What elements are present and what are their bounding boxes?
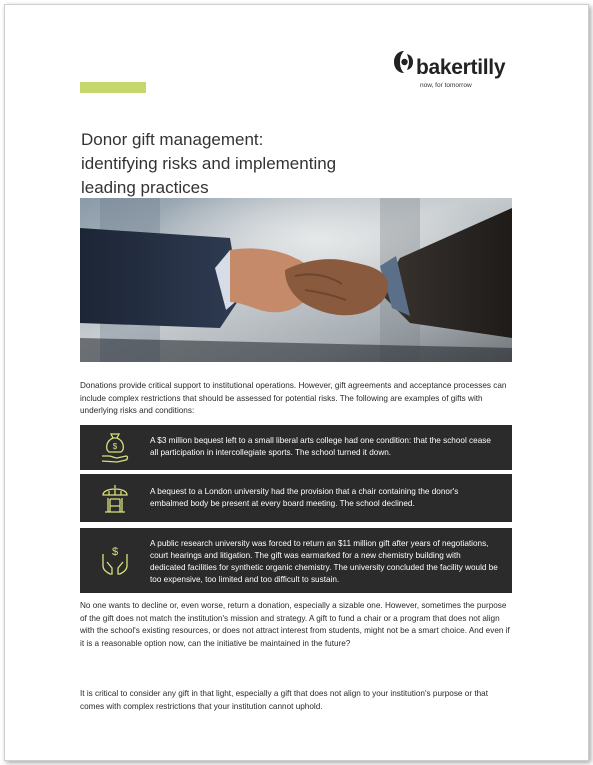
callout-box [80, 425, 512, 470]
intro-paragraph: Donations provide critical support to institutional operations. However, gift agreements and acceptance processes can include complex restrictions that should be assessed for potential risks. The following are examples of gifts with underlying risks and conditions: [80, 381, 507, 415]
dollar-hands-icon [100, 544, 130, 576]
bakertilly-logo-icon [393, 49, 415, 75]
callout-text: A $3 million bequest left to a small liberal arts college had one condition: that the school cease all participation in intercollegiate sports. The school turned it down. [150, 436, 491, 457]
title-line: leading practices [81, 178, 209, 197]
logo-tagline: now, for tomorrow [420, 82, 472, 89]
dome-chair-icon [100, 481, 130, 515]
page-title [81, 128, 411, 200]
logo-wordmark: bakertilly [416, 56, 506, 79]
body-paragraph: No one wants to decline or, even worse, return a donation, especially a sizable one. However, sometimes the purpose of the gift does not match the institution's mission and strategy. A gift to fund a chair or a program that does not align with the school's existing resources, or does not attract interest from students, might not be a smart choice. And even if it is a reasonable option now, can the initiative be maintained in the future? [80, 601, 510, 648]
bakertilly-logo [393, 49, 523, 99]
body-paragraph: It is critical to consider any gift in that light, especially a gift that does not align to your institution's purpose or that comes with complex restrictions that your institution cannot uphold. [80, 689, 488, 711]
callout-text: A public research university was forced to return an $11 million gift after years of negotiations, court hearings and litigation. The gift was earmarked for a new chemistry building with dedicated facilities for synthetic organic chemistry. The university concluded the facility would be too expensive, too limited and too difficult to sustain. [150, 539, 498, 584]
svg-text:$: $ [111, 546, 119, 558]
document-page [4, 4, 589, 761]
svg-text:$: $ [112, 442, 118, 451]
accent-bar [80, 82, 146, 93]
money-bag-hand-icon [100, 431, 130, 463]
callout-text: A bequest to a London university had the provision that a chair containing the donor's embalmed body be present at every board meeting. The school declined. [150, 487, 459, 508]
callout-box [80, 528, 512, 593]
handshake-photo [80, 198, 512, 362]
title-line: Donor gift management: [81, 130, 264, 149]
callout-box [80, 474, 512, 522]
title-line: identifying risks and implementing [81, 154, 337, 173]
